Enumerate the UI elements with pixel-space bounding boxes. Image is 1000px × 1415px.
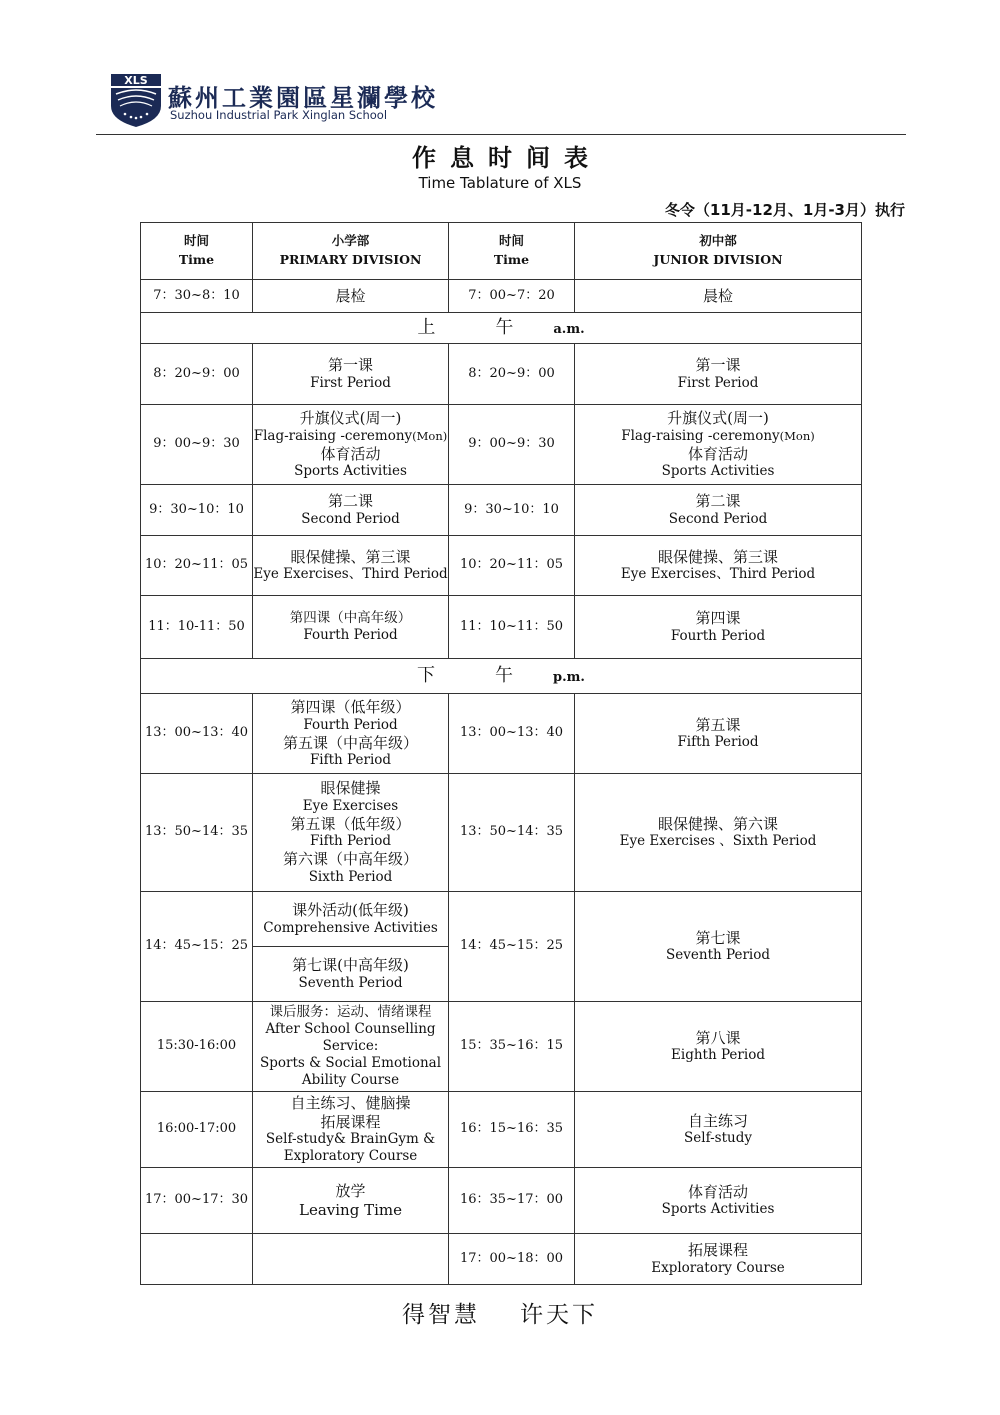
junior-activity: 第二课 Second Period: [575, 485, 862, 536]
junior-activity: 自主练习 Self-study: [575, 1092, 862, 1168]
primary-time: 15:30-16:00: [141, 1002, 253, 1092]
primary-activity: 第二课 Second Period: [253, 485, 449, 536]
primary-time: 9：30~10：10: [141, 485, 253, 536]
primary-activity: 第四课（中高年级） Fourth Period: [253, 596, 449, 659]
primary-time: [141, 1234, 253, 1285]
season-note: 冬令（11月-12月、1月-3月）执行: [664, 201, 905, 219]
junior-activity: 眼保健操、第六课 Eye Exercises 、Sixth Period: [575, 774, 862, 892]
junior-time: 15：35~16：15: [449, 1002, 575, 1092]
table-row: [141, 536, 862, 596]
junior-activity: 升旗仪式(周一) Flag-raising -ceremony(Mon) 体育活动 Sports Activities: [575, 405, 862, 485]
primary-activity: 眼保健操、第三课 Eye Exercises、Third Period: [253, 536, 449, 596]
junior-time: 11：10~11：50: [449, 596, 575, 659]
svg-text:XLS: XLS: [124, 74, 148, 87]
school-logo-icon: [108, 72, 164, 128]
table-row: [141, 1234, 862, 1285]
primary-time: 13：50~14：35: [141, 774, 253, 892]
primary-time: 17：00~17：30: [141, 1168, 253, 1234]
table-row: [141, 1092, 862, 1168]
table-row: [141, 280, 862, 313]
table-row: [141, 405, 862, 485]
junior-activity: 晨检: [575, 280, 862, 313]
header-junior-division: 初中部 JUNIOR DIVISION: [575, 223, 862, 280]
primary-time: 13：00~13：40: [141, 694, 253, 774]
junior-activity: 第一课 First Period: [575, 344, 862, 405]
junior-time: 9：30~10：10: [449, 485, 575, 536]
primary-activity: [253, 1234, 449, 1285]
junior-activity: 眼保健操、第三课 Eye Exercises、Third Period: [575, 536, 862, 596]
primary-activity: 课外活动(低年级) Comprehensive Activities: [253, 892, 449, 947]
junior-activity: 第五课 Fifth Period: [575, 694, 862, 774]
junior-time: 16：35~17：00: [449, 1168, 575, 1234]
primary-time: 16:00-17:00: [141, 1092, 253, 1168]
primary-activity: 放学 Leaving Time: [253, 1168, 449, 1234]
junior-activity: 第四课 Fourth Period: [575, 596, 862, 659]
junior-time: 8：20~9：00: [449, 344, 575, 405]
primary-time: 8：20~9：00: [141, 344, 253, 405]
am-band-label: 上 午 a.m.: [141, 313, 862, 344]
school-motto: 得智慧 许天下: [402, 1302, 598, 1328]
junior-activity: 第八课 Eighth Period: [575, 1002, 862, 1092]
table-row: [141, 596, 862, 659]
school-header: [108, 72, 438, 132]
primary-activity: 第一课 First Period: [253, 344, 449, 405]
page-title: 作息时间表: [412, 144, 602, 172]
page-subtitle: Time Tablature of XLS: [418, 174, 582, 192]
school-name-en: Suzhou Industrial Park Xinglan School: [170, 108, 388, 122]
table-row: [141, 694, 862, 774]
header-primary-division: 小学部 PRIMARY DIVISION: [253, 223, 449, 280]
primary-activity: 课后服务：运动、情绪课程 After School Counselling Service: Sports & Social Emotional Ability Course: [253, 1002, 449, 1092]
junior-activity: 体育活动 Sports Activities: [575, 1168, 862, 1234]
primary-activity: 晨检: [253, 280, 449, 313]
junior-time: 14：45~15：25: [449, 892, 575, 1002]
table-row: [141, 485, 862, 536]
table-row: [141, 892, 862, 947]
primary-time: 14：45~15：25: [141, 892, 253, 1002]
junior-activity: 拓展课程 Exploratory Course: [575, 1234, 862, 1285]
table-row: [141, 344, 862, 405]
header-row: [141, 223, 862, 280]
table-row: [141, 1002, 862, 1092]
primary-time: 9：00~9：30: [141, 405, 253, 485]
table-row: [141, 1168, 862, 1234]
school-name-cn: 蘇州工業園區星瀾學校: [168, 83, 438, 112]
junior-activity: 第七课 Seventh Period: [575, 892, 862, 1002]
junior-time: 17：00~18：00: [449, 1234, 575, 1285]
junior-time: 7：00~7：20: [449, 280, 575, 313]
timetable: [140, 222, 862, 1285]
primary-time: 11：10-11：50: [141, 596, 253, 659]
am-band: [141, 313, 862, 344]
header-time-primary: 时间 Time: [141, 223, 253, 280]
junior-time: 9：00~9：30: [449, 405, 575, 485]
primary-activity: 第四课（低年级） Fourth Period 第五课（中高年级） Fifth Period: [253, 694, 449, 774]
junior-time: 10：20~11：05: [449, 536, 575, 596]
table-row: [141, 774, 862, 892]
primary-time: 10：20~11：05: [141, 536, 253, 596]
header-time-junior: 时间 Time: [449, 223, 575, 280]
primary-time: 7：30~8：10: [141, 280, 253, 313]
junior-time: 16：15~16：35: [449, 1092, 575, 1168]
primary-activity: 第七课(中高年级) Seventh Period: [253, 947, 449, 1002]
junior-time: 13：50~14：35: [449, 774, 575, 892]
primary-activity: 眼保健操 Eye Exercises 第五课（低年级） Fifth Period 第六课（中高年级） Sixth Period: [253, 774, 449, 892]
primary-activity: 升旗仪式(周一) Flag-raising -ceremony(Mon) 体育活动 Sports Activities: [253, 405, 449, 485]
pm-band: [141, 659, 862, 694]
primary-activity: 自主练习、健脑操 拓展课程 Self-study& BrainGym & Exploratory Course: [253, 1092, 449, 1168]
junior-time: 13：00~13：40: [449, 694, 575, 774]
pm-band-label: 下 午 p.m.: [141, 659, 862, 694]
header-divider: [96, 134, 906, 135]
